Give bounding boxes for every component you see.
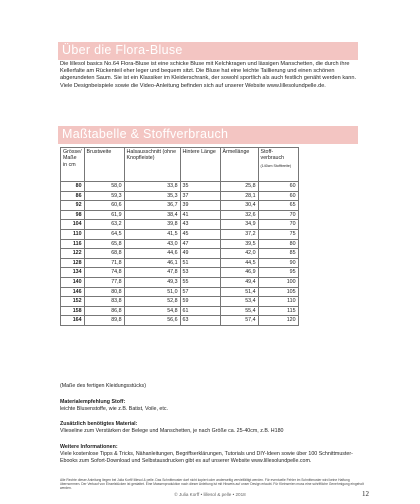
cell-hinten: 41 (180, 210, 220, 220)
table-row (61, 297, 299, 307)
cell-stoff: 75 (258, 229, 298, 239)
cell-stoff: 115 (258, 306, 298, 316)
cell-hinten: 59 (180, 297, 220, 307)
more-info-title: Weitere Informationen: (60, 444, 118, 450)
cell-size: 116 (61, 239, 85, 249)
header-brust: Brustweite (84, 148, 124, 182)
cell-stoff: 95 (258, 268, 298, 278)
size-table (60, 147, 299, 326)
cell-stoff: 120 (258, 316, 298, 326)
cell-size: 92 (61, 201, 85, 211)
cell-stoff: 60 (258, 182, 298, 192)
cell-size: 98 (61, 210, 85, 220)
cell-brust: 59,3 (84, 191, 124, 201)
cell-brust: 89,8 (84, 316, 124, 326)
cell-brust: 68,8 (84, 249, 124, 259)
cell-hals: 35,3 (124, 191, 180, 201)
section-banner-measurements (58, 126, 358, 144)
cell-brust: 71,8 (84, 258, 124, 268)
cell-size: 134 (61, 268, 85, 278)
additional-material-text: Vlieseline zum Verstärken der Belege und Manschetten, je nach Größe ca. 25-40cm, z.B. H180 (60, 428, 284, 434)
cell-hals: 46,1 (124, 258, 180, 268)
cell-hals: 36,7 (124, 201, 180, 211)
header-stoff-sub: (140cm Stoffbreite) (260, 163, 292, 168)
section-banner-about (58, 42, 358, 60)
cell-arm: 30,4 (220, 201, 258, 211)
table-row (61, 201, 299, 211)
cell-arm: 42,0 (220, 249, 258, 259)
header-size: Grösse/ Maße in cm (61, 148, 85, 182)
cell-hinten: 53 (180, 268, 220, 278)
header-arm: Ärmellänge (220, 148, 258, 182)
header-hals: Halsausschnitt (ohne Knopfleiste) (124, 148, 180, 182)
cell-brust: 64,5 (84, 229, 124, 239)
table-row (61, 220, 299, 230)
cell-hinten: 45 (180, 229, 220, 239)
cell-hals: 44,6 (124, 249, 180, 259)
cell-hals: 39,8 (124, 220, 180, 230)
cell-hinten: 61 (180, 306, 220, 316)
cell-size: 86 (61, 191, 85, 201)
section-heading-about: Über die Flora-Bluse (62, 43, 183, 57)
material-section (60, 399, 370, 413)
cell-arm: 57,4 (220, 316, 258, 326)
cell-stoff: 60 (258, 191, 298, 201)
cell-hinten: 63 (180, 316, 220, 326)
cell-arm: 39,5 (220, 239, 258, 249)
header-hinten: Hintere Länge (180, 148, 220, 182)
cell-arm: 46,9 (220, 268, 258, 278)
cell-stoff: 70 (258, 210, 298, 220)
cell-stoff: 70 (258, 220, 298, 230)
table-row (61, 268, 299, 278)
cell-arm: 37,2 (220, 229, 258, 239)
cell-size: 80 (61, 182, 85, 192)
cell-hals: 38,4 (124, 210, 180, 220)
section-heading-measurements: Maßtabelle & Stoffverbrauch (62, 127, 229, 141)
cell-arm: 51,4 (220, 287, 258, 297)
table-header-row (61, 148, 299, 182)
cell-brust: 74,8 (84, 268, 124, 278)
cell-stoff: 90 (258, 258, 298, 268)
header-stoff-label: Stoff-verbrauch (260, 149, 285, 162)
cell-size: 122 (61, 249, 85, 259)
cell-arm: 53,4 (220, 297, 258, 307)
cell-hinten: 55 (180, 277, 220, 287)
table-row (61, 249, 299, 259)
cell-brust: 77,8 (84, 277, 124, 287)
table-row (61, 258, 299, 268)
intro-text: Die lillesol basics No.64 Flora-Bluse ist eine schicke Bluse mit Kelchkragen und lässigen Manschetten, die durch ihre Kellerfalte am Rückenteil eher leger und bequem sitzt. Die Bluse hat eine leichte Taillierung und einen schönen abgerundeten Saum. Sie ist ein Klassiker im Kleiderschrank, der sowohl sportlich als auch festlich genäht werden kann. Viele Designbeispiele sowie die Video-Anleitung befinden sich auf unserer Website www.lillesolundpelle.de. (60, 61, 357, 89)
cell-size: 128 (61, 258, 85, 268)
cell-hals: 56,6 (124, 316, 180, 326)
cell-brust: 60,6 (84, 201, 124, 211)
cell-arm: 32,6 (220, 210, 258, 220)
cell-size: 152 (61, 297, 85, 307)
cell-hinten: 43 (180, 220, 220, 230)
material-title: Materialempfehlung Stoff: (60, 399, 126, 405)
table-row (61, 191, 299, 201)
cell-hinten: 51 (180, 258, 220, 268)
cell-size: 104 (61, 220, 85, 230)
legal-notice: Alle Rechte dieser Anleitung liegen bei Julia Korff/ lillesol & pelle. Das Schnittmuster darf nicht kopiert oder anderweitig vervielfältigt werden. Für eventuelle Fehler im Schnittmuster wird keine Haftung übernommen. Der Verkauf von Einzelstücken ist gestattet. Eine Massenproduktion nach dieser Anleitung ist mit Hinweis auf unser Design erlaubt. Für Kleinserien muss eine schriftliche Genehmigung eingeholt werden. (60, 478, 364, 491)
table-row (61, 316, 299, 326)
intro-paragraph (60, 61, 360, 90)
cell-size: 164 (61, 316, 85, 326)
cell-size: 158 (61, 306, 85, 316)
cell-arm: 44,5 (220, 258, 258, 268)
cell-stoff: 85 (258, 249, 298, 259)
more-info-section (60, 444, 370, 465)
cell-hals: 41,5 (124, 229, 180, 239)
table-row (61, 277, 299, 287)
cell-hinten: 35 (180, 182, 220, 192)
additional-material-title: Zusätzlich benötigtes Material: (60, 421, 138, 427)
cell-arm: 25,8 (220, 182, 258, 192)
cell-size: 140 (61, 277, 85, 287)
cell-stoff: 110 (258, 297, 298, 307)
table-row (61, 229, 299, 239)
table-row (61, 182, 299, 192)
table-row (61, 287, 299, 297)
cell-stoff: 80 (258, 239, 298, 249)
cell-size: 110 (61, 229, 85, 239)
cell-brust: 80,8 (84, 287, 124, 297)
table-row (61, 210, 299, 220)
cell-arm: 34,9 (220, 220, 258, 230)
cell-brust: 65,8 (84, 239, 124, 249)
cell-hinten: 57 (180, 287, 220, 297)
cell-stoff: 105 (258, 287, 298, 297)
cell-arm: 55,4 (220, 306, 258, 316)
cell-brust: 61,9 (84, 210, 124, 220)
cell-brust: 83,8 (84, 297, 124, 307)
header-stoff (258, 148, 298, 182)
page-number: 12 (362, 490, 369, 498)
cell-size: 146 (61, 287, 85, 297)
cell-hinten: 37 (180, 191, 220, 201)
copyright-line: © Julia Korff • lillesol & pelle • 2018 (174, 492, 246, 497)
table-note: (Maße des fertigen Kleidungsstücks) (60, 383, 146, 389)
cell-hals: 51,0 (124, 287, 180, 297)
table-row (61, 306, 299, 316)
cell-brust: 86,8 (84, 306, 124, 316)
table-row (61, 239, 299, 249)
table-body (61, 182, 299, 326)
cell-hinten: 47 (180, 239, 220, 249)
cell-hals: 54,8 (124, 306, 180, 316)
more-info-text: Viele kostenlose Tipps & Tricks, Nähanleitungen, Begriffserklärungen, Tutorials und DIY-Ideen sowie über 100 Schnittmuster-Ebooks zum Sofort-Download und Selbstausdrucken gibt es auf unserer Website www.lillesolundpelle.com. (60, 451, 353, 464)
cell-hals: 43,0 (124, 239, 180, 249)
cell-stoff: 65 (258, 201, 298, 211)
cell-hals: 33,8 (124, 182, 180, 192)
material-text: leichte Blusenstoffe, wie z.B. Batist, Voile, etc. (60, 406, 168, 412)
cell-arm: 28,1 (220, 191, 258, 201)
cell-hinten: 39 (180, 201, 220, 211)
cell-brust: 63,2 (84, 220, 124, 230)
cell-hinten: 49 (180, 249, 220, 259)
cell-brust: 58,0 (84, 182, 124, 192)
cell-hals: 49,3 (124, 277, 180, 287)
cell-stoff: 100 (258, 277, 298, 287)
additional-material-section (60, 421, 370, 435)
cell-hals: 47,8 (124, 268, 180, 278)
cell-hals: 52,8 (124, 297, 180, 307)
cell-arm: 49,4 (220, 277, 258, 287)
